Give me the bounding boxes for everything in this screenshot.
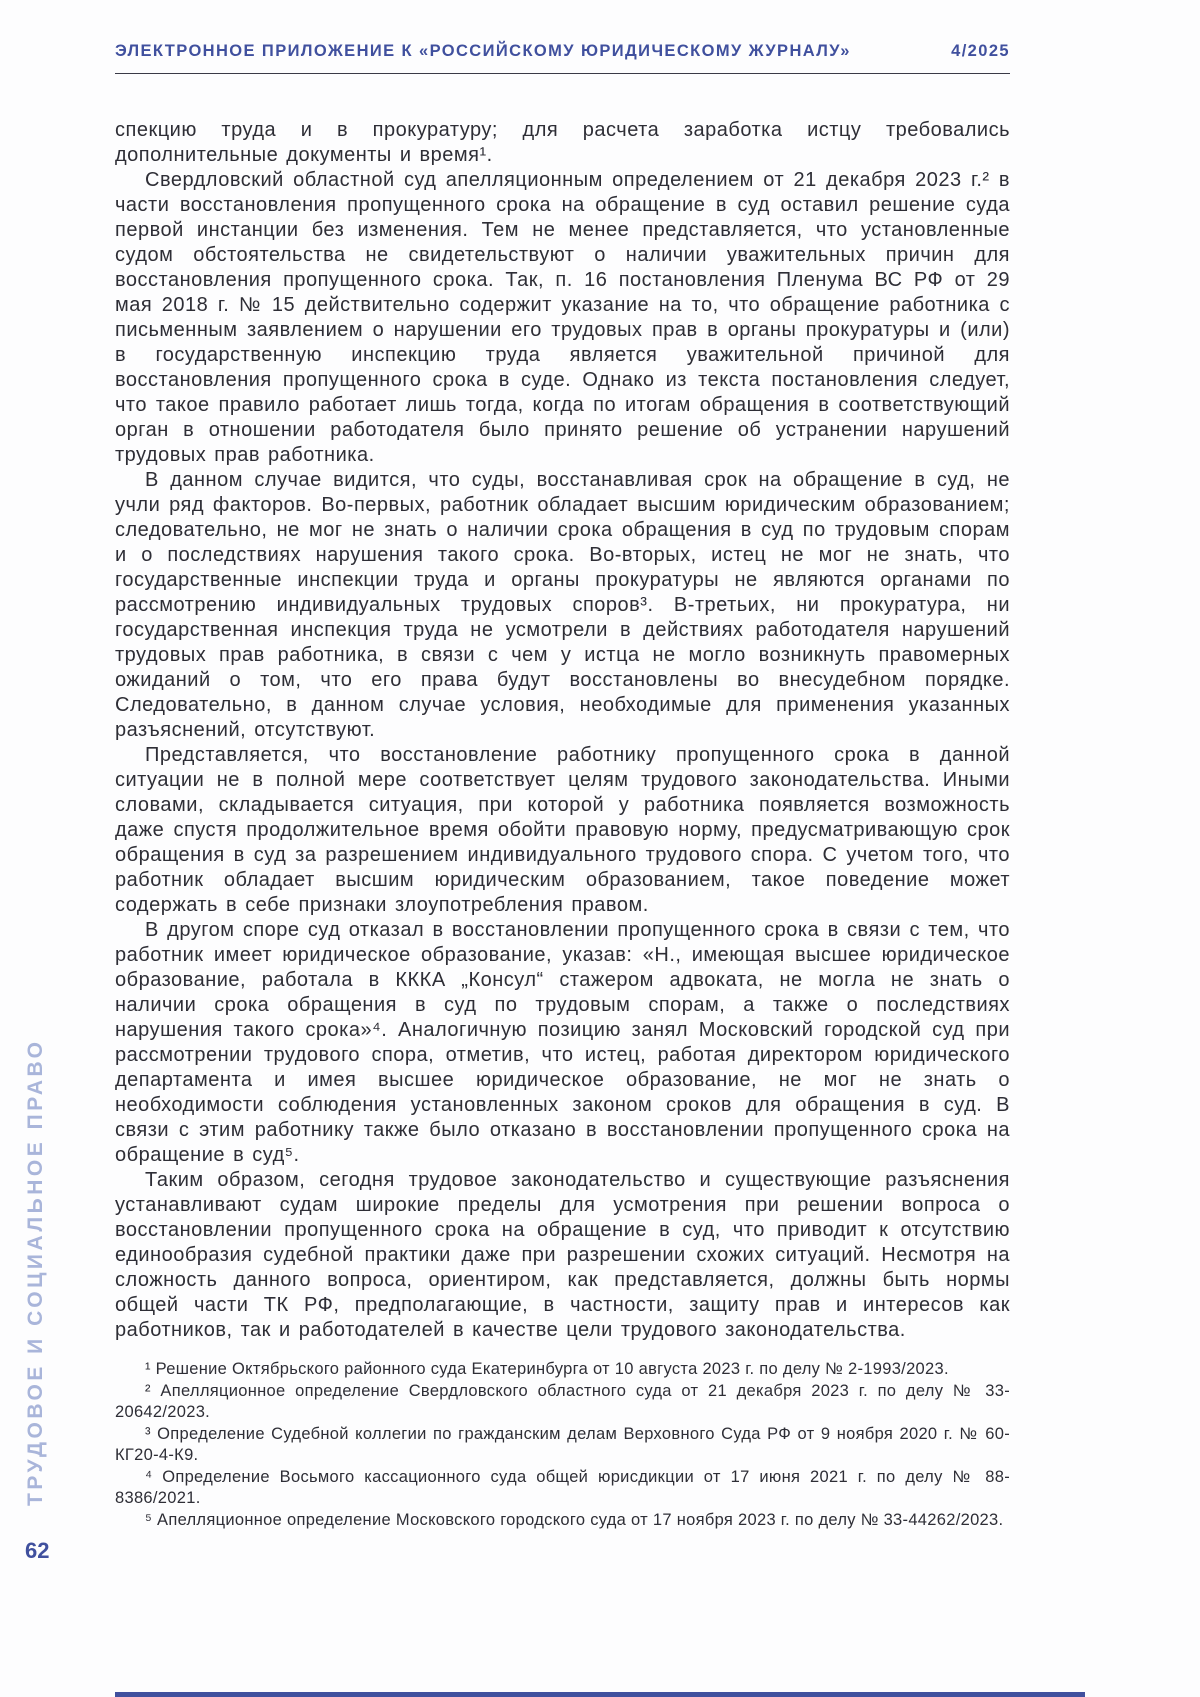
body-paragraph: В данном случае видится, что суды, восстанавливая срок на обращение в суд, не учли ряд факторов. Во-первых, работник обладает высшим юридическим образованием; следовательно, не мог не знать о наличии срока обращения в суд по трудовым спорам и о последствиях нарушения такого срока. Во-вторых, истец не мог не знать, что государственные инспекции труда и органы прокуратуры не являются органами по рассмотрению индивидуальных трудовых споров³. В-третьих, ни прокуратура, ни государственная инспекция труда не усмотрели в действиях работодателя нарушений трудовых прав работника, в связи с чем у истца не могло возникнуть правомерных ожиданий о том, что его права будут восстановлены во внесудебном порядке. Следовательно, в данном случае условия, необходимые для применения указанных разъяснений, отсутствуют. <box>115 469 1010 741</box>
content-column <box>115 0 1010 1531</box>
section-label-vertical: ТРУДОВОЕ И СОЦИАЛЬНОЕ ПРАВО <box>24 1038 47 1506</box>
bottom-rule <box>115 1692 1085 1697</box>
footnotes-section <box>115 1359 1010 1531</box>
footnote: ² Апелляционное определение Свердловского областного суда от 21 декабря 2023 г. по делу № 33-20642/2023. <box>115 1381 1010 1421</box>
footnote: ¹ Решение Октябрьского районного суда Екатеринбурга от 10 августа 2023 г. по делу № 2-1993/2023. <box>145 1360 949 1378</box>
body-paragraph: В другом споре суд отказал в восстановлении пропущенного срока в связи с тем, что работник имеет юридическое образование, указав: «Н., имеющая высшее юридическое образование, работала в КККА „Консул“ стажером адвоката, не могла не знать о наличии срока обращения в суд по трудовым спорам, а также о последствиях нарушения такого срока»⁴. Аналогичную позицию занял Московский городской суд при рассмотрении трудового спора, отметив, что истец, работая директором юридического департамента и имея высшее юридическое образование, не мог не знать о необходимости соблюдения установленных законом сроков для обращения в суд. В связи с этим работнику также было отказано в восстановлении пропущенного срока на обращение в суд⁵. <box>115 919 1010 1166</box>
footnote: ³ Определение Судебной коллегии по гражданским делам Верховного Суда РФ от 9 ноября 2020 г. № 60-КГ20-4-К9. <box>115 1424 1010 1464</box>
body-paragraph: Представляется, что восстановление работнику пропущенного срока в данной ситуации не в полной мере соответствует целям трудового законодательства. Иными словами, складывается ситуация, при которой у работника появляется возможность даже спустя продолжительное время обойти правовую норму, предусматривающую срок обращения в суд за разрешением индивидуального трудового спора. С учетом того, что работник обладает высшим юридическим образованием, такое поведение может содержать в себе признаки злоупотребления правом. <box>115 744 1010 916</box>
issue-number: 4/2025 <box>951 42 1010 60</box>
page-number: 62 <box>25 1538 50 1563</box>
footnote: ⁴ Определение Восьмого кассационного суда общей юрисдикции от 17 июня 2021 г. по делу № 88-8386/2021. <box>115 1467 1010 1507</box>
footnote: ⁵ Апелляционное определение Московского городского суда от 17 ноября 2023 г. по делу № 33-44262/2023. <box>145 1510 1004 1529</box>
article-body <box>115 118 1010 1343</box>
journal-title: ЭЛЕКТРОННОЕ ПРИЛОЖЕНИЕ К «РОССИЙСКОМУ ЮРИДИЧЕСКОМУ ЖУРНАЛУ» <box>115 42 851 60</box>
body-paragraph: Свердловский областной суд апелляционным определением от 21 декабря 2023 г.² в части восстановления пропущенного срока на обращение в суд оставил решение суда первой инстанции без изменения. Тем не менее представляется, что установленные судом обстоятельства не свидетельствуют о наличии уважительных причин для восстановления пропущенного срока. Так, п. 16 постановления Пленума ВС РФ от 29 мая 2018 г. № 15 действительно содержит указание на то, что обращение работника с письменным заявлением о нарушении его трудовых прав в органы прокуратуры и (или) в государственную инспекцию труда является уважительной причиной для восстановления пропущенного срока в суде. Однако из текста постановления следует, что такое правило работает лишь тогда, когда по итогам обращения в соответствующий орган в отношении работодателя было принято решение об устранении нарушений трудовых прав работника. <box>115 169 1010 466</box>
header-rule <box>115 73 1010 74</box>
body-paragraph: Таким образом, сегодня трудовое законодательство и существующие разъяснения устанавливают судам широкие пределы для усмотрения при решении вопроса о восстановлении пропущенного срока на обращение в суд, что приводит к отсутствию единообразия судебной практики даже при разрешении схожих ситуаций. Несмотря на сложность данного вопроса, ориентиром, как представляется, должны быть нормы общей части ТК РФ, предполагающие, в частности, защиту прав и интересов как работников, так и работодателей в качестве цели трудового законодательства. <box>115 1169 1010 1341</box>
body-paragraph: спекцию труда и в прокуратуру; для расчета заработка истцу требовались дополнительные документы и время¹. <box>115 119 1010 166</box>
page-header <box>115 0 1010 61</box>
